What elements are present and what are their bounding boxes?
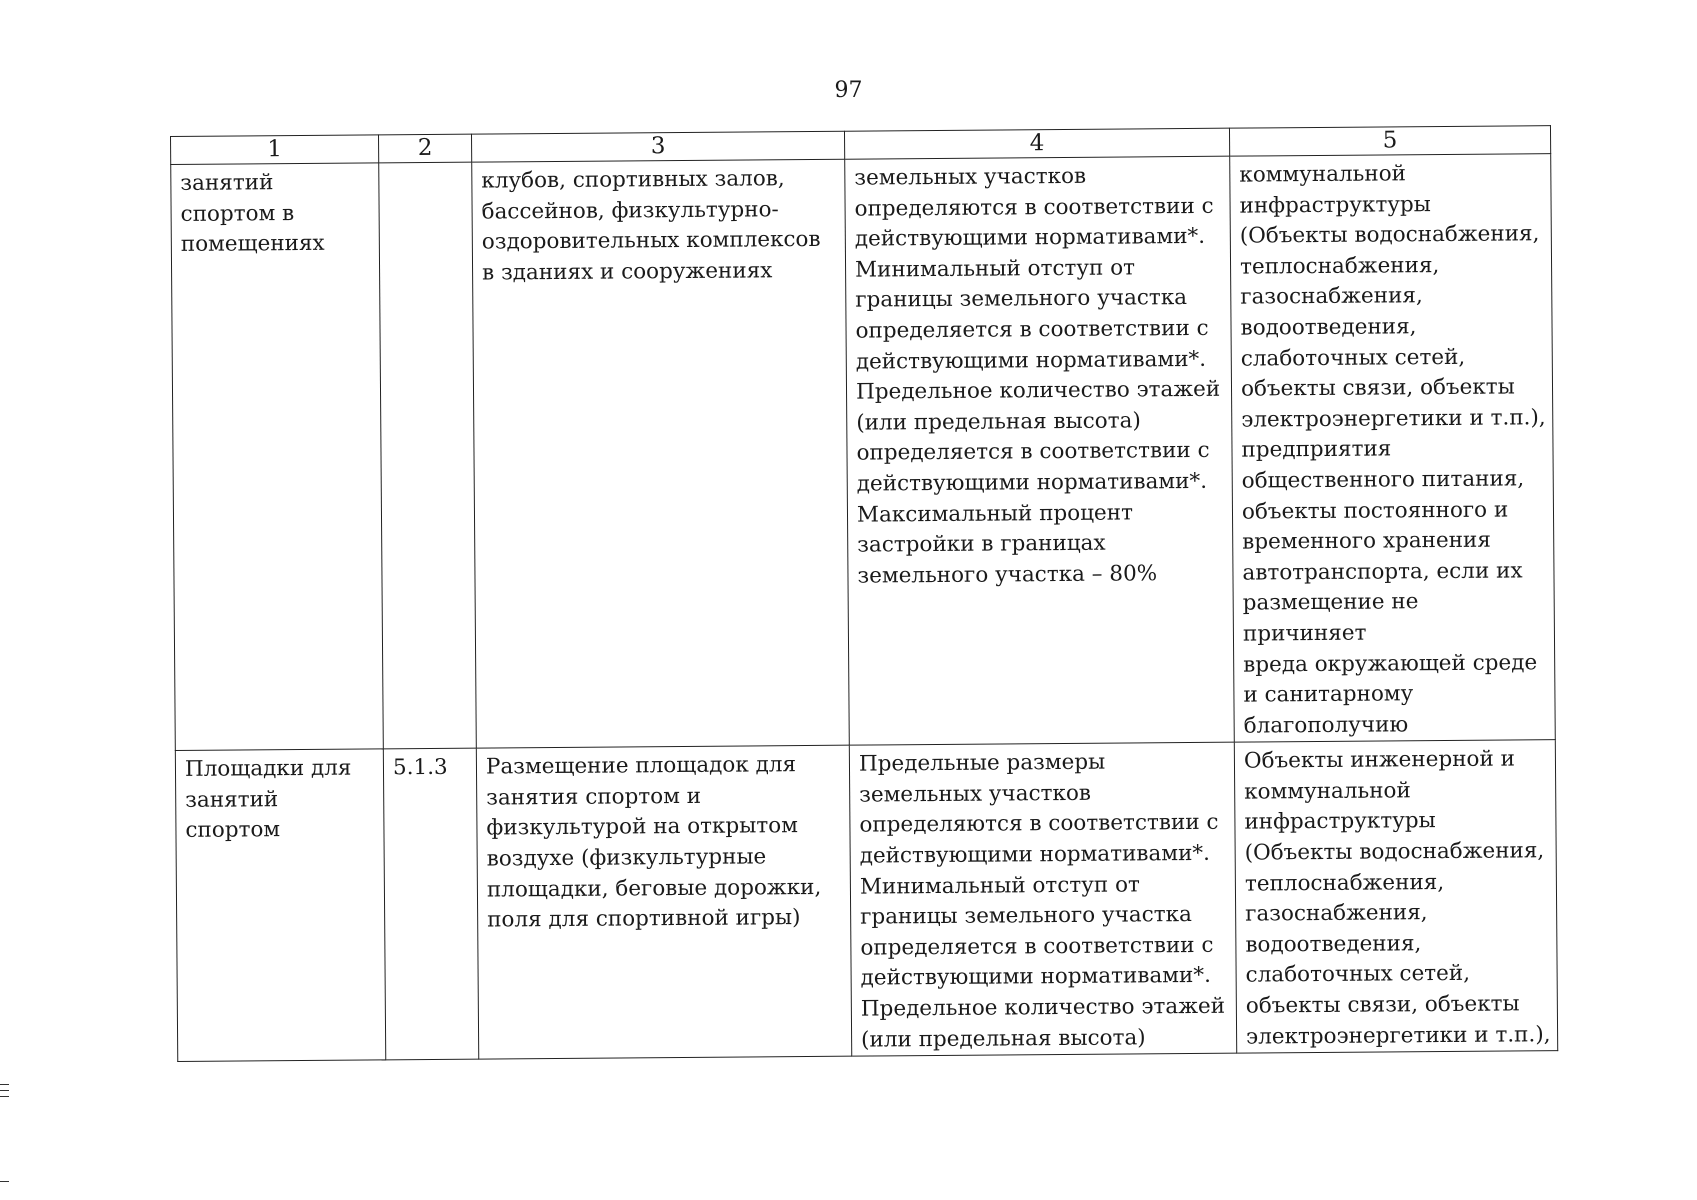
use-name-cell: Площадки для занятий спортом [175,749,385,1062]
use-code-cell [379,162,477,749]
page-number: 97 [834,78,863,103]
scan-margin-mark [0,1090,9,1091]
parameters-cell: земельных участков определяются в соответствии с действующими нормативами*. Минимальный отступ от границы земельного участка определяется в соответствии с действующими нормативами*. Предельное количество этажей (или предельная высота) определяется в соответствии с действующими нормативами*. Максимальный процент застройки в границах земельного участка – 80% [845,156,1235,745]
use-code-cell: 5.1.3 [383,748,478,1060]
scan-margin-mark [0,1181,9,1182]
column-header-5: 5 [1229,126,1550,157]
use-description-cell: клубов, спортивных залов, бассейнов, физкультурно- оздоровительных комплексов в зданиях и сооружениях [472,159,850,748]
column-header-2: 2 [378,134,471,163]
use-description-cell: Размещение площадок для занятия спортом и физкультурой на открытом воздухе (физкультурные площадки, беговые дорожки, поля для спортивной игры) [476,745,851,1059]
table-row [175,740,1557,1062]
table-row [171,154,1556,751]
scan-margin-mark [0,1084,9,1085]
column-header-1: 1 [171,135,379,165]
auxiliary-uses-cell: Объекты инженерной и коммунальной инфраструктуры (Объекты водоснабжения, теплоснабжения, газоснабжения, водоотведения, слаботочных сетей, объекты связи, объекты электроэнергетики и т.п.), [1234,740,1557,1053]
zoning-table [170,125,1558,1062]
auxiliary-uses-cell: коммунальной инфраструктуры (Объекты водоснабжения, теплоснабжения, газоснабжения, водоотведения, слаботочных сетей, объекты связи, объекты электроэнергетики и т.п.), предприятия общественного питания, объекты постоянного и временного хранения автотранспорта, если их размещение не причиняет вреда окружающей среде и санитарному благополучию [1230,154,1556,743]
column-header-4: 4 [844,128,1229,159]
parameters-cell: Предельные размеры земельных участков определяются в соответствии с действующими нормативами*. Минимальный отступ от границы земельного участка определяется в соответствии с действующими нормативами*. Предельное количество этажей (или предельная высота) [849,742,1236,1056]
column-header-3: 3 [471,131,844,162]
scan-margin-mark [0,1096,9,1097]
use-name-cell: занятий спортом в помещениях [171,163,384,751]
